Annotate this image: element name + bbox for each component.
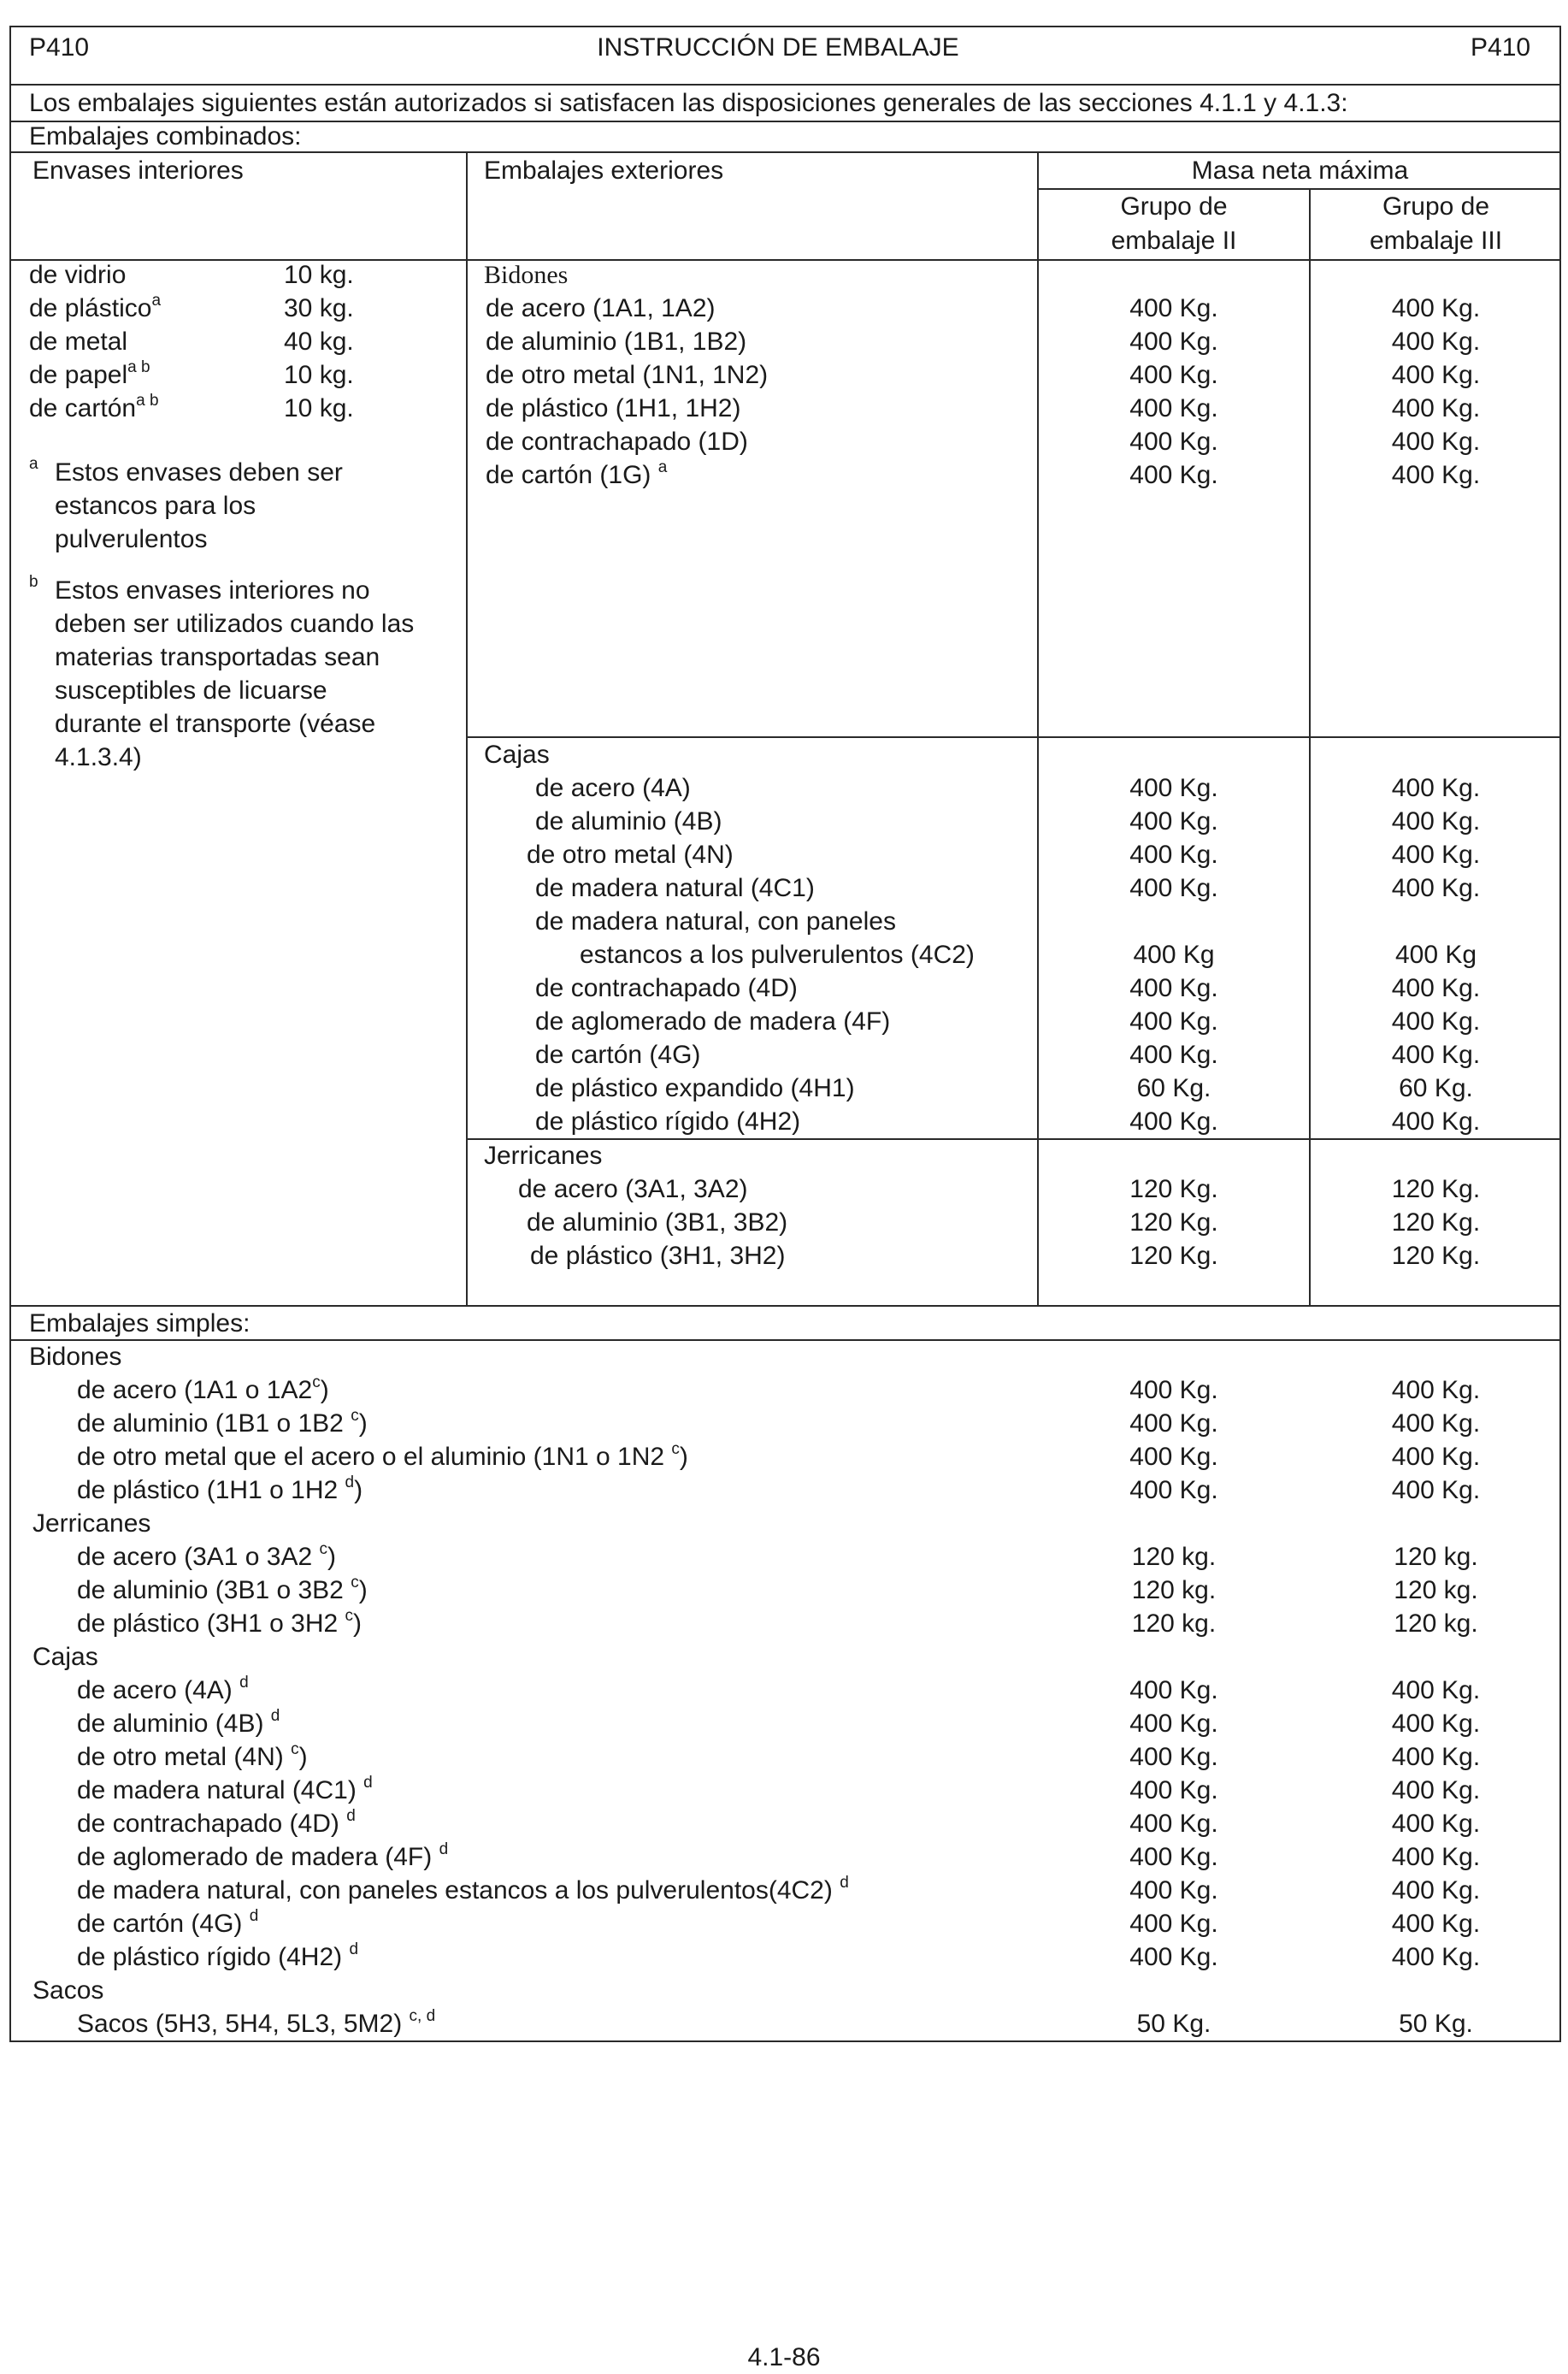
pg2-value: 400 Kg. [1129, 1776, 1218, 1804]
pg3-value: 120 kg. [1394, 1609, 1478, 1638]
pg2-value: 400 Kg. [1129, 774, 1218, 802]
outer-label: de plástico (3H1, 3H2) [530, 1242, 786, 1270]
outer-label: de acero (1A1, 1A2) [486, 294, 716, 322]
outer-label: de plástico (1H1, 1H2) [486, 394, 741, 422]
footnote-mark: c [319, 1540, 328, 1558]
pg3-value: 400 Kg. [1391, 1409, 1481, 1438]
footnote-mark: c [351, 1574, 359, 1592]
outer-label: de madera natural (4C1) [535, 874, 815, 902]
inner-mass: 10 kg. [284, 394, 354, 422]
pg3-value: 400 Kg. [1391, 1810, 1481, 1838]
pg2-value: 400 Kg. [1129, 428, 1218, 456]
single-item-label: de acero (3A1 o 3A2 $^c$) [77, 1540, 337, 1571]
pg2-value: 400 Kg. [1129, 1107, 1218, 1136]
pg3-value: 400 Kg. [1391, 807, 1481, 836]
footnote-mark: d [349, 1940, 359, 1958]
single-title: Embalajes simples: [29, 1309, 251, 1338]
pg2-value: 400 Kg. [1129, 1007, 1218, 1036]
footnote-line: Estos envases interiores no [55, 576, 370, 605]
footnote-mark: d [270, 1707, 280, 1725]
pg2-value: 400 Kg. [1129, 1943, 1218, 1971]
single-item-label: de acero (1A1 o 1A2$^c$) [77, 1373, 329, 1404]
pg2-value: 400 Kg. [1129, 1810, 1218, 1838]
footnote-line: 4.1.3.4) [55, 743, 142, 771]
single-item-label: de madera natural, con paneles estancos a los pulverulentos(4C2) $^d$ [77, 1874, 849, 1905]
pg3-value: 400 Kg. [1391, 1107, 1481, 1136]
pg3-value: 400 Kg. [1391, 394, 1481, 422]
single-item-label: de acero (4A) $^d$ [77, 1674, 249, 1704]
pg3-value: 400 Kg. [1391, 1943, 1481, 1971]
outer-label: de aluminio (4B) [535, 807, 722, 836]
pg2-value: 400 Kg. [1129, 394, 1218, 422]
outer-label: de acero (4A) [535, 774, 691, 802]
pg3-value: 400 Kg. [1391, 1676, 1481, 1704]
single-item-label: de plástico (3H1 o 3H2 $^c$) [77, 1607, 363, 1638]
pg3-value: 400 Kg. [1391, 1041, 1481, 1069]
pg2-value: 120 Kg. [1129, 1175, 1218, 1203]
pg3-value: 120 kg. [1394, 1543, 1478, 1571]
single-item-label: de aluminio (3B1 o 3B2 $^c$) [77, 1574, 368, 1604]
pg2-value: 400 Kg. [1129, 1910, 1218, 1938]
footnote-mark: d [346, 1807, 356, 1825]
footnote-mark: d [239, 1674, 249, 1692]
pg2-value: 400 Kg. [1129, 1476, 1218, 1504]
pg2-value: 400 Kg. [1129, 294, 1218, 322]
footnote-line: materias transportadas sean [55, 643, 380, 671]
single-item-label: de otro metal (4N) $^c$) [77, 1740, 308, 1771]
pg3-value: 400 Kg. [1391, 428, 1481, 456]
divider [466, 1138, 1561, 1140]
footnote-mark: a [151, 292, 162, 310]
pg2-value: 120 kg. [1131, 1543, 1217, 1571]
single-group-title: Cajas [32, 1643, 98, 1671]
outer-label: de acero (3A1, 3A2) [518, 1175, 748, 1203]
outer-label: de contrachapado (1D) [486, 428, 748, 456]
single-group-title: Bidones [29, 1343, 122, 1371]
pg2-value: 400 Kg. [1129, 1710, 1218, 1738]
inner-mass: 40 kg. [284, 328, 354, 356]
boxes-title: Cajas [484, 741, 550, 769]
pg3-value: 400 Kg. [1391, 1876, 1481, 1905]
footnote-line: estancos para los [55, 492, 256, 520]
pg2-value: 400 Kg. [1129, 1409, 1218, 1438]
single-group-title: Jerricanes [32, 1509, 151, 1538]
pg3-value: 400 Kg. [1391, 974, 1481, 1002]
pg2-value: 400 Kg. [1129, 974, 1218, 1002]
footnote-line: deben ser utilizados cuando las [55, 610, 415, 638]
pg3-value: 400 Kg. [1391, 1910, 1481, 1938]
intro-text: Los embalajes siguientes están autorizados si satisfacen las disposiciones generales de las secciones 4.1.1 y 4.1.3: [29, 89, 1348, 117]
pg3-value: 400 Kg. [1391, 841, 1481, 869]
outer-label: de aluminio (1B1, 1B2) [486, 328, 747, 356]
single-item-label: de aglomerado de madera (4F) $^d$ [77, 1840, 449, 1871]
inner-name: de plástico$^a$ [29, 292, 162, 322]
outer-label: de cartón (1G) $^a$ [486, 458, 668, 489]
footnote-line: Estos envases deben ser [55, 458, 343, 487]
divider [9, 259, 1561, 261]
inner-mass: 10 kg. [284, 261, 354, 289]
pg2-value: 400 Kg. [1129, 841, 1218, 869]
outer-label: estancos a los pulverulentos (4C2) [580, 941, 975, 969]
outer-label: de otro metal (1N1, 1N2) [486, 361, 769, 389]
single-item-label: de plástico (1H1 o 1H2 $^d$) [77, 1473, 363, 1504]
footnote-line: durante el transporte (véase [55, 710, 376, 738]
outer-label: de madera natural, con paneles [535, 907, 896, 936]
col-inner-header: Envases interiores [32, 156, 244, 185]
col-outer-header: Embalajes exteriores [484, 156, 724, 185]
pg3-value: 120 kg. [1394, 1576, 1478, 1604]
pg3-value: 400 Kg. [1391, 461, 1481, 489]
inner-mass: 10 kg. [284, 361, 354, 389]
pg2-value: 400 Kg. [1129, 328, 1218, 356]
footnote-mark: a b [127, 358, 150, 376]
single-item-label: de cartón (4G) $^d$ [77, 1907, 259, 1938]
pg2-value: 60 Kg. [1136, 1074, 1211, 1102]
pg2-value: 400 Kg. [1129, 1676, 1218, 1704]
combined-title: Embalajes combinados: [29, 122, 302, 151]
single-item-label: de contrachapado (4D) $^d$ [77, 1807, 356, 1838]
footnote-mark: c, d [409, 2007, 436, 2025]
pg3-header: Grupo de embalaje III [1369, 192, 1503, 255]
pg3-value: 400 Kg. [1391, 774, 1481, 802]
outer-label: de aluminio (3B1, 3B2) [527, 1208, 788, 1237]
pg2-value: 400 Kg. [1129, 1843, 1218, 1871]
footnote-mark: c [291, 1740, 299, 1758]
pg3-value: 400 Kg. [1391, 1843, 1481, 1871]
pg2-value: 400 Kg. [1129, 1876, 1218, 1905]
footnote-mark: c [351, 1407, 359, 1425]
pg2-value: 50 Kg. [1136, 2010, 1211, 2038]
pg2-value: 400 Kg. [1129, 1443, 1218, 1471]
footnote-mark: a b [136, 392, 159, 410]
pg3-value: 400 Kg. [1391, 328, 1481, 356]
code-right: P410 [1471, 33, 1531, 62]
footnote-mark: d [439, 1840, 449, 1858]
single-item-label: de madera natural (4C1) $^d$ [77, 1774, 373, 1804]
col-mass-header: Masa neta máxima [1191, 156, 1409, 185]
inner-name: de cartón$^{a b}$ [29, 392, 159, 422]
single-item-label: de aluminio (1B1 o 1B2 $^c$) [77, 1407, 368, 1438]
footnote-mark: a [657, 458, 668, 476]
code-left: P410 [29, 33, 90, 62]
pg2-value: 400 Kg. [1129, 1041, 1218, 1069]
pg3-value: 60 Kg. [1399, 1074, 1473, 1102]
inner-name: de papel$^{a b}$ [29, 358, 150, 389]
divider [466, 151, 468, 1305]
pg3-value: 120 Kg. [1391, 1242, 1481, 1270]
pg2-value: 400 Kg [1133, 941, 1215, 969]
outer-label: de plástico expandido (4H1) [535, 1074, 855, 1102]
divider [9, 84, 1561, 86]
pg3-value: 400 Kg. [1391, 1743, 1481, 1771]
single-item-label: de aluminio (4B) $^d$ [77, 1707, 280, 1738]
inner-mass: 30 kg. [284, 294, 354, 322]
pg3-value: 50 Kg. [1399, 2010, 1473, 2038]
outer-label: de aglomerado de madera (4F) [535, 1007, 891, 1036]
pg2-value: 400 Kg. [1129, 461, 1218, 489]
pg2-value: 400 Kg. [1129, 1743, 1218, 1771]
pg3-value: 400 Kg. [1391, 1776, 1481, 1804]
pg3-value: 400 Kg. [1391, 1443, 1481, 1471]
footnote-mark: d [363, 1774, 373, 1792]
divider [466, 736, 1561, 738]
pg2-value: 120 Kg. [1129, 1208, 1218, 1237]
outer-label: de cartón (4G) [535, 1041, 701, 1069]
page-number: 4.1-86 [747, 2343, 821, 2371]
outer-label: de contrachapado (4D) [535, 974, 798, 1002]
single-group-title: Sacos [32, 1976, 104, 2005]
footnote-line: susceptibles de licuarse [55, 676, 327, 705]
single-item-label: de otro metal que el acero o el aluminio (1N1 o 1N2 $^c$) [77, 1440, 688, 1471]
pg3-value: 400 Kg. [1391, 361, 1481, 389]
pg2-value: 400 Kg. [1129, 807, 1218, 836]
footnote-mark: d [345, 1473, 355, 1491]
jerricans-title: Jerricanes [484, 1142, 603, 1170]
pg2-value: 400 Kg. [1129, 874, 1218, 902]
single-item-label: de plástico rígido (4H2) $^d$ [77, 1940, 359, 1971]
pg3-value: 400 Kg. [1391, 1376, 1481, 1404]
pg3-value: 400 Kg. [1391, 1476, 1481, 1504]
inner-name: de metal [29, 328, 128, 356]
footnote-mark: b [29, 573, 38, 591]
page-title: INSTRUCCIÓN DE EMBALAJE [597, 33, 959, 62]
pg3-value: 120 Kg. [1391, 1208, 1481, 1237]
pg3-value: 400 Kg. [1391, 1007, 1481, 1036]
pg3-value: 400 Kg. [1391, 1710, 1481, 1738]
footnote-mark: c [345, 1607, 354, 1625]
pg2-value: 400 Kg. [1129, 1376, 1218, 1404]
pg3-value: 120 Kg. [1391, 1175, 1481, 1203]
footnote-mark: d [840, 1874, 849, 1892]
outer-label: de plástico rígido (4H2) [535, 1107, 801, 1136]
pg3-value: 400 Kg. [1391, 874, 1481, 902]
footnote-line: pulverulentos [55, 525, 208, 553]
pg2-value: 120 Kg. [1129, 1242, 1218, 1270]
pg3-value: 400 Kg. [1391, 294, 1481, 322]
footnote-mark: c [671, 1440, 680, 1458]
pg2-value: 400 Kg. [1129, 361, 1218, 389]
pg3-value: 400 Kg [1394, 941, 1477, 969]
single-item-label: Sacos (5H3, 5H4, 5L3, 5M2) $^{c, d}$ [77, 2007, 436, 2038]
pg2-header: Grupo de embalaje II [1111, 192, 1237, 255]
drums-title: Bidones [484, 261, 569, 289]
footnote-mark: c [312, 1373, 321, 1391]
outer-label: de otro metal (4N) [527, 841, 734, 869]
footnote-mark: a [29, 455, 38, 473]
inner-name: de vidrio [29, 261, 127, 289]
pg2-value: 120 kg. [1131, 1576, 1217, 1604]
pg2-value: 120 kg. [1131, 1609, 1217, 1638]
footnote-mark: d [249, 1907, 259, 1925]
